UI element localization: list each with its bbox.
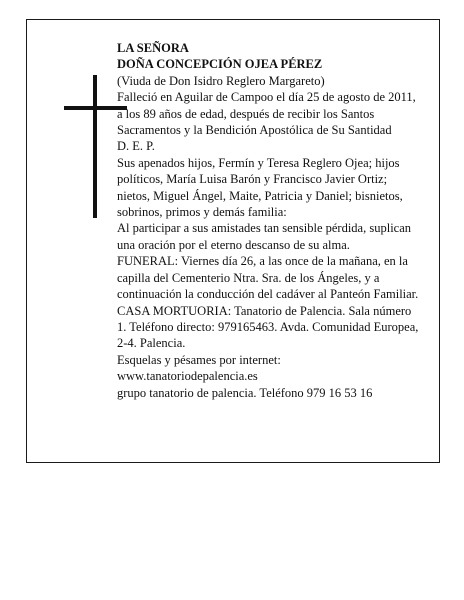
condolences-label: Esquelas y pésames por internet: <box>117 352 281 367</box>
notice-title: LA SEÑORA <box>117 41 189 55</box>
dep: D. E. P. <box>117 139 155 154</box>
funeral-info: FUNERAL: Viernes día 26, a las once de la mañana, en la capilla del Cementerio Ntra. Sra. de los Ángeles, y a continuación la conducción del cadáver al Panteón Familiar. <box>117 254 419 302</box>
website-link[interactable]: www.tanatoriodepalencia.es <box>117 369 258 384</box>
footer-contact: grupo tanatorio de palencia. Teléfono 979 16 53 16 <box>117 385 373 400</box>
casa-mortuoria: CASA MORTUORIA: Tanatorio de Palencia. Sala número 1. Teléfono directo: 979165463. Avda. Comunidad Europea, 2-4. Palencia. <box>117 303 419 351</box>
family-list: Sus apenados hijos, Fermín y Teresa Reglero Ojea; hijos políticos, María Luisa Barón y Francisco Javier Ortiz; nietos, Miguel Ángel, Maite, Patricia y Daniel; bisnietos, sobrinos, primos y demás familia: <box>117 155 403 220</box>
death-notice: Falleció en Aguilar de Campoo el día 25 de agosto de 2011, a los 89 años de edad, después de recibir los Santos Sacramentos y la Bendición Apostólica de Su Santidad <box>117 90 416 138</box>
deceased-name: DOÑA CONCEPCIÓN OJEA PÉREZ <box>117 57 323 72</box>
cross-icon <box>93 75 97 218</box>
prayer-request: Al participar a sus amistades tan sensible pérdida, suplican una oración por el eterno descanso de su alma. <box>117 221 412 252</box>
obituary-text <box>117 40 419 401</box>
widow-of: (Viuda de Don Isidro Reglero Margareto) <box>117 73 325 88</box>
